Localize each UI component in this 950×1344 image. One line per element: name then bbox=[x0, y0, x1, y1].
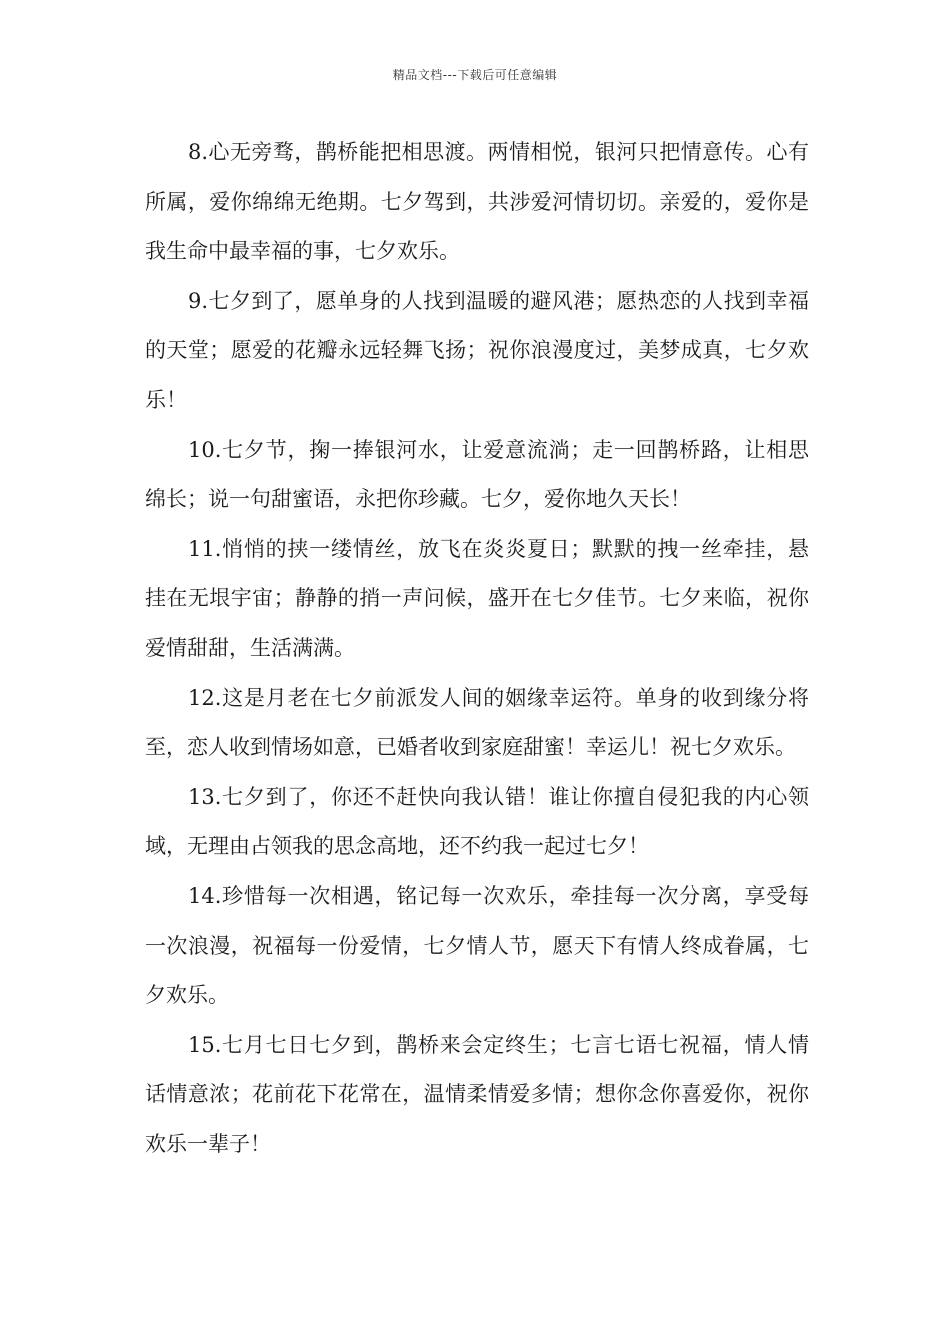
paragraph-15: 15.七月七日七夕到，鹊桥来会定终生；七言七语七祝福，情人情话情意浓；花前花下花常在，温情柔情爱多情；想你念你喜爱你，祝你欢乐一辈子！ bbox=[145, 1032, 809, 1156]
document-body bbox=[145, 128, 809, 1169]
paragraph-11: 11.悄悄的挟一缕情丝，放飞在炎炎夏日；默默的拽一丝牵挂，悬挂在无垠宇宙；静静的捎一声问候，盛开在七夕佳节。七夕来临，祝你爱情甜甜，生活满满。 bbox=[145, 536, 809, 660]
page-header: 精品文档---下载后可任意编辑 bbox=[392, 68, 558, 82]
paragraph-8: 8.心无旁骛，鹊桥能把相思渡。两情相悦，银河只把情意传。心有所属，爱你绵绵无绝期。七夕驾到，共涉爱河情切切。亲爱的，爱你是我生命中最幸福的事，七夕欢乐。 bbox=[145, 140, 809, 264]
paragraph-13: 13.七夕到了，你还不赶快向我认错！谁让你擅自侵犯我的内心领域，无理由占领我的思念高地，还不约我一起过七夕！ bbox=[145, 784, 809, 859]
paragraph-14: 14.珍惜每一次相遇，铭记每一次欢乐，牵挂每一次分离，享受每一次浪漫，祝福每一份爱情，七夕情人节，愿天下有情人终成眷属，七夕欢乐。 bbox=[145, 883, 809, 1008]
paragraph-9: 9.七夕到了，愿单身的人找到温暖的避风港；愿热恋的人找到幸福的天堂；愿爱的花瓣永远轻舞飞扬；祝你浪漫度过，美梦成真，七夕欢乐！ bbox=[145, 288, 809, 412]
paragraph-12: 12.这是月老在七夕前派发人间的姻缘幸运符。单身的收到缘分将至，恋人收到情场如意，已婚者收到家庭甜蜜！幸运儿！祝七夕欢乐。 bbox=[145, 685, 809, 760]
paragraph-10: 10.七夕节，掬一捧银河水，让爱意流淌；走一回鹊桥路，让相思绵长；说一句甜蜜语，永把你珍藏。七夕，爱你地久天长！ bbox=[145, 437, 809, 512]
